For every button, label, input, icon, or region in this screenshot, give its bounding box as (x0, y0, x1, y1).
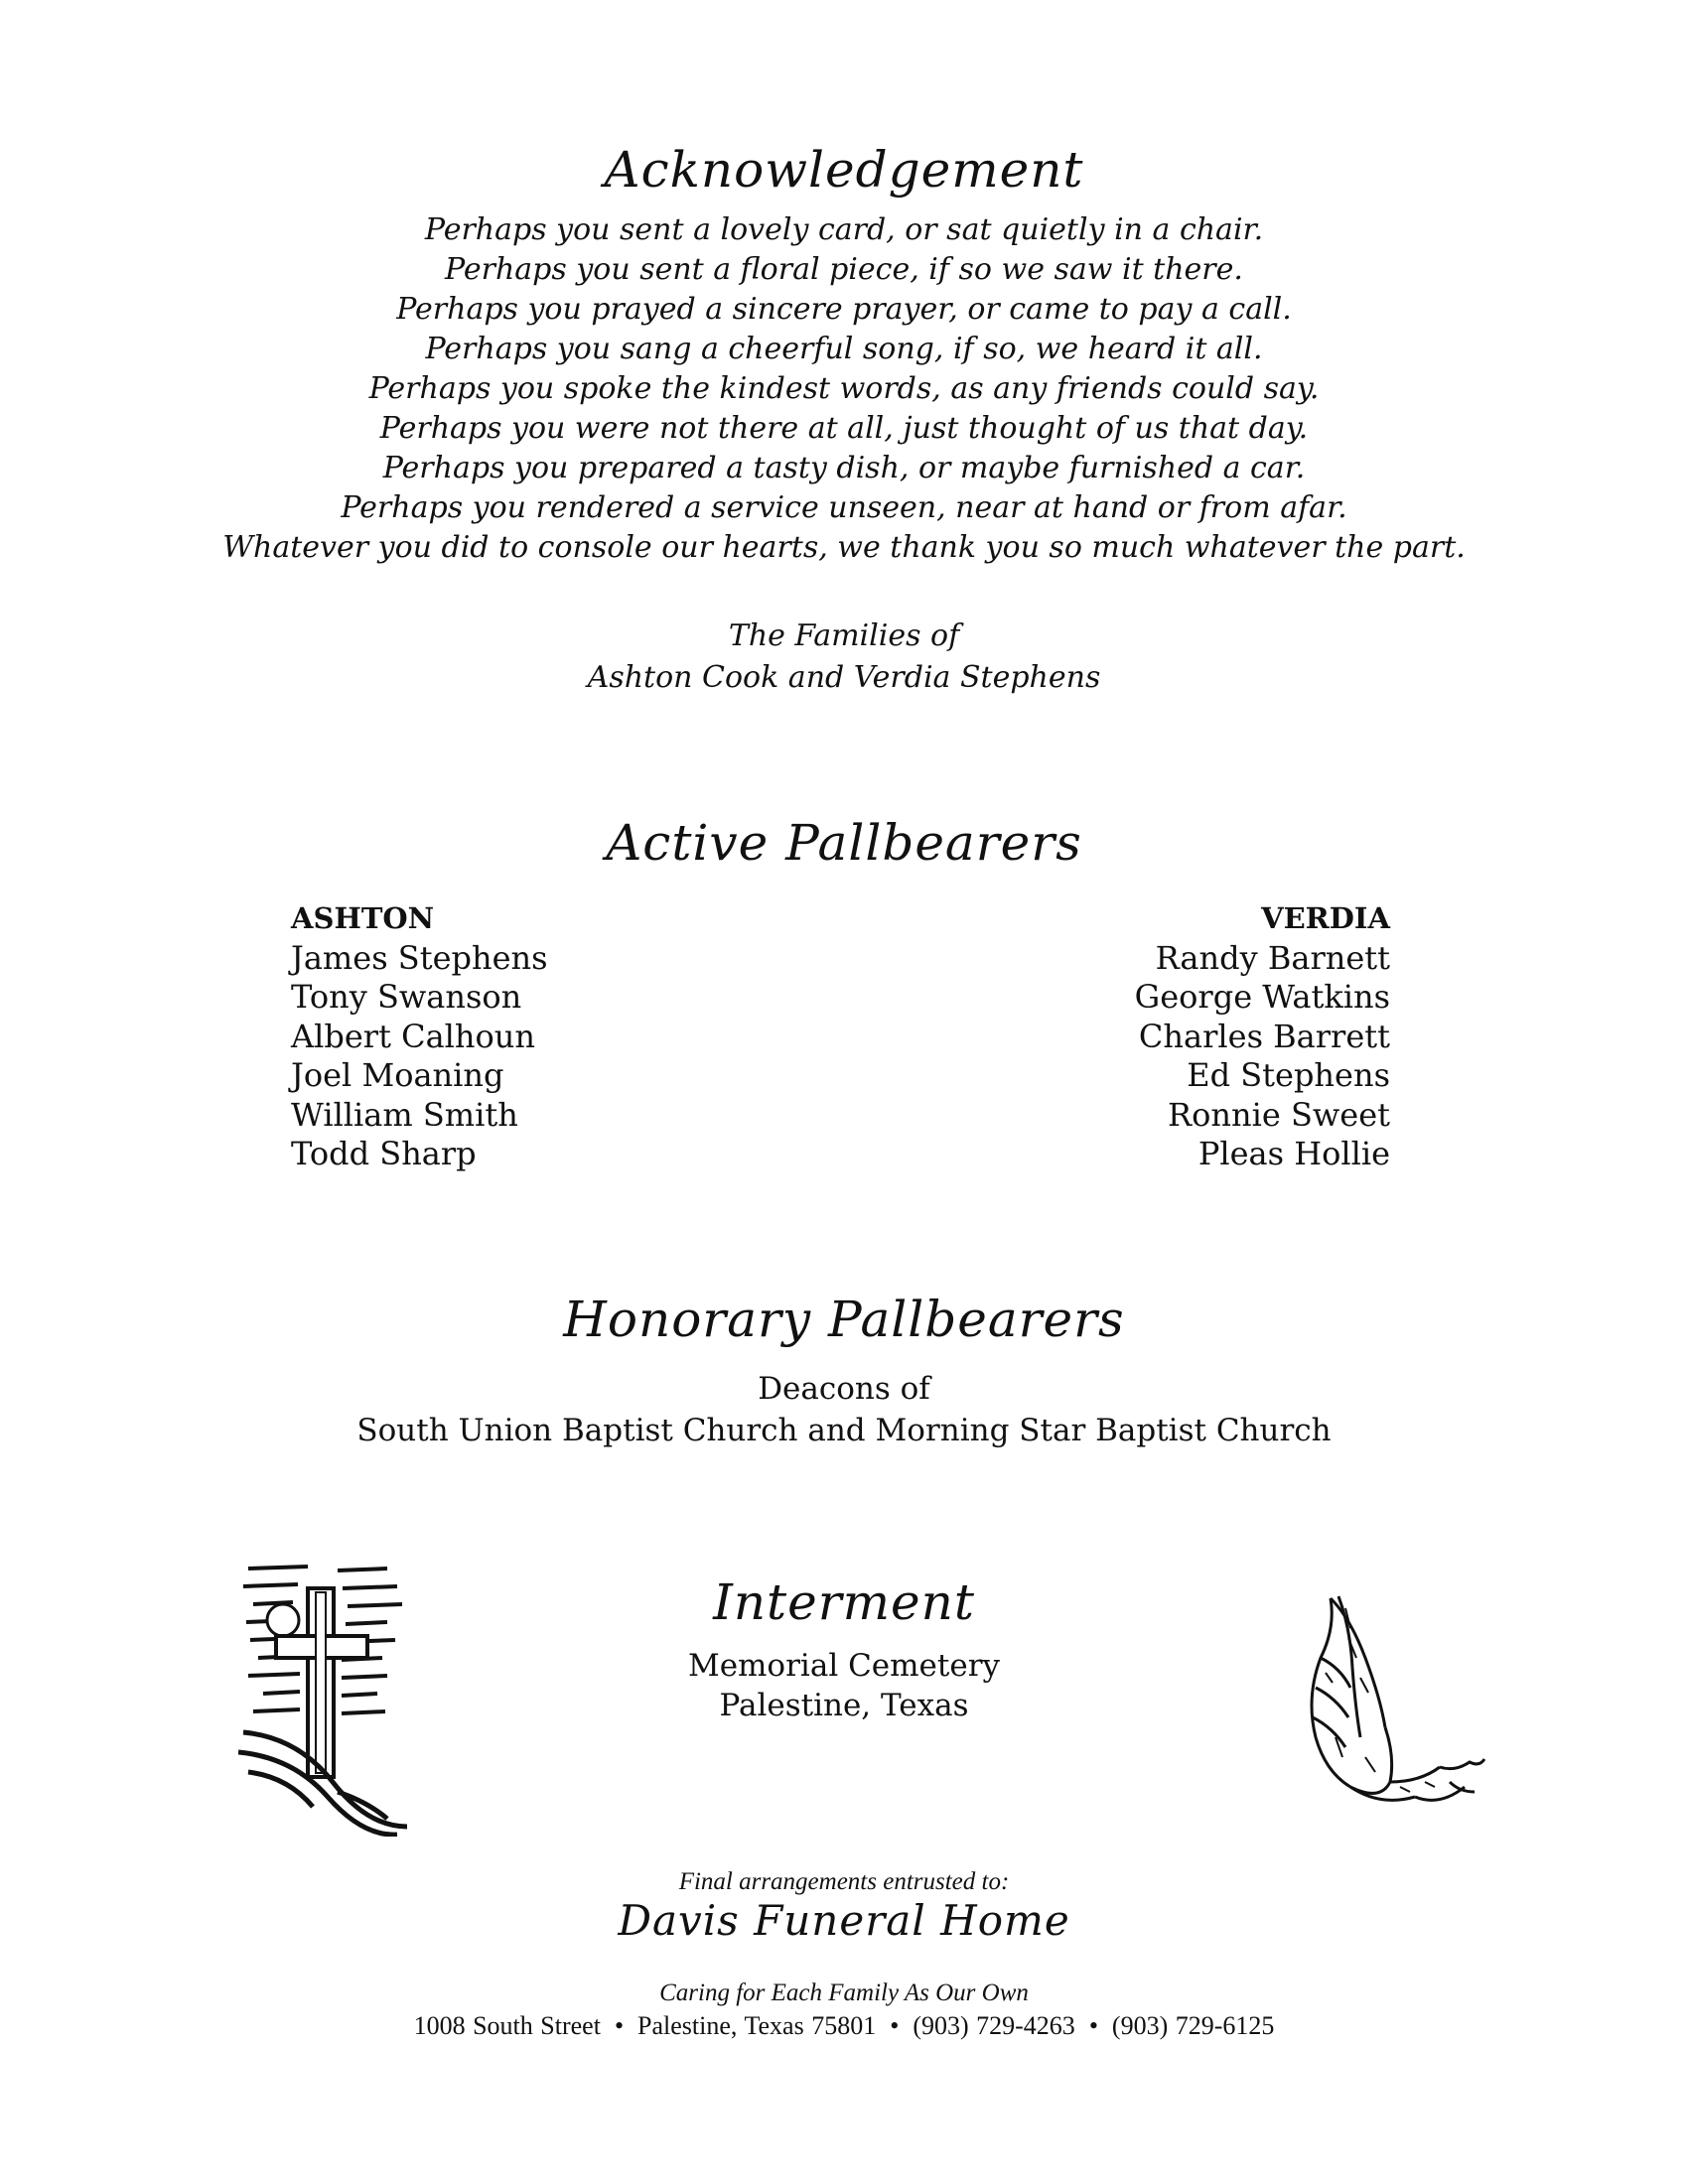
pallbearer-name: George Watkins (1134, 978, 1390, 1016)
phone-number: (903) 729-6125 (1111, 2011, 1275, 2040)
poem-line: Perhaps you prayed a sincere prayer, or came to pay a call. (396, 292, 1292, 327)
pallbearer-name: Todd Sharp (291, 1135, 477, 1172)
signature-line: Ashton Cook and Verdia Stephens (587, 660, 1101, 695)
cross-sunset-icon (238, 1559, 417, 1837)
pallbearer-name: Pleas Hollie (1197, 1135, 1390, 1172)
separator-dot: • (1088, 2011, 1098, 2040)
phone-number: (903) 729-4263 (913, 2011, 1075, 2040)
praying-hands-icon (1291, 1588, 1489, 1817)
pallbearer-name: Albert Calhoun (291, 1017, 535, 1055)
poem-line: Perhaps you rendered a service unseen, near at hand or from afar. (341, 490, 1347, 525)
poem-line: Perhaps you spoke the kindest words, as any friends could say. (368, 371, 1320, 406)
pallbearers-column-ashton (291, 899, 548, 1174)
final-arrangements-text: Final arrangements entrusted to: (678, 1868, 1010, 1895)
pallbearer-name: Ronnie Sweet (1168, 1095, 1390, 1134)
column-header: ASHTON (291, 901, 435, 935)
address-city: Palestine, Texas 75801 (637, 2011, 877, 2040)
honorary-pallbearers-text (0, 1368, 1688, 1451)
address-street: 1008 South Street (413, 2011, 601, 2040)
honorary-line: Deacons of (758, 1371, 930, 1407)
pallbearer-name: Charles Barrett (1138, 1017, 1390, 1055)
funeral-home-name: Davis Funeral Home (618, 1896, 1070, 1945)
pallbearer-name: Ed Stephens (1187, 1056, 1390, 1094)
poem-line: Perhaps you prepared a tasty dish, or maybe furnished a car. (382, 451, 1306, 485)
poem-line: Perhaps you sent a floral piece, if so we saw it there. (445, 252, 1243, 287)
pallbearer-name: Tony Swanson (291, 978, 522, 1016)
column-header: VERDIA (1261, 901, 1390, 935)
funeral-home-contact (0, 2011, 1688, 2041)
interment-line: Palestine, Texas (719, 1688, 969, 1723)
acknowledgement-title: Acknowledgement (604, 141, 1084, 199)
pallbearer-name: William Smith (291, 1095, 518, 1134)
interment-title: Interment (713, 1573, 975, 1631)
poem-line: Whatever you did to console our hearts, we thank you so much whatever the part. (222, 530, 1466, 565)
active-pallbearers-title: Active Pallbearers (606, 814, 1082, 872)
honorary-line: South Union Baptist Church and Morning Star Baptist Church (356, 1413, 1332, 1448)
pallbearer-name: Randy Barnett (1155, 938, 1390, 977)
separator-dot: • (890, 2011, 900, 2040)
acknowledgement-poem (0, 210, 1688, 568)
pallbearer-name: James Stephens (291, 938, 548, 977)
pallbearer-name: Joel Moaning (291, 1056, 504, 1094)
separator-dot: • (614, 2011, 625, 2040)
poem-line: Perhaps you sent a lovely card, or sat quietly in a chair. (424, 212, 1264, 247)
acknowledgement-signature (0, 615, 1688, 699)
funeral-home-tagline: Caring for Each Family As Our Own (659, 1979, 1029, 2006)
poem-line: Perhaps you sang a cheerful song, if so, we heard it all. (425, 332, 1263, 366)
honorary-pallbearers-title: Honorary Pallbearers (563, 1291, 1125, 1348)
signature-line: The Families of (728, 618, 960, 653)
poem-line: Perhaps you were not there at all, just thought of us that day. (379, 411, 1309, 446)
interment-line: Memorial Cemetery (687, 1648, 1001, 1684)
pallbearers-column-verdia (1135, 899, 1390, 1174)
